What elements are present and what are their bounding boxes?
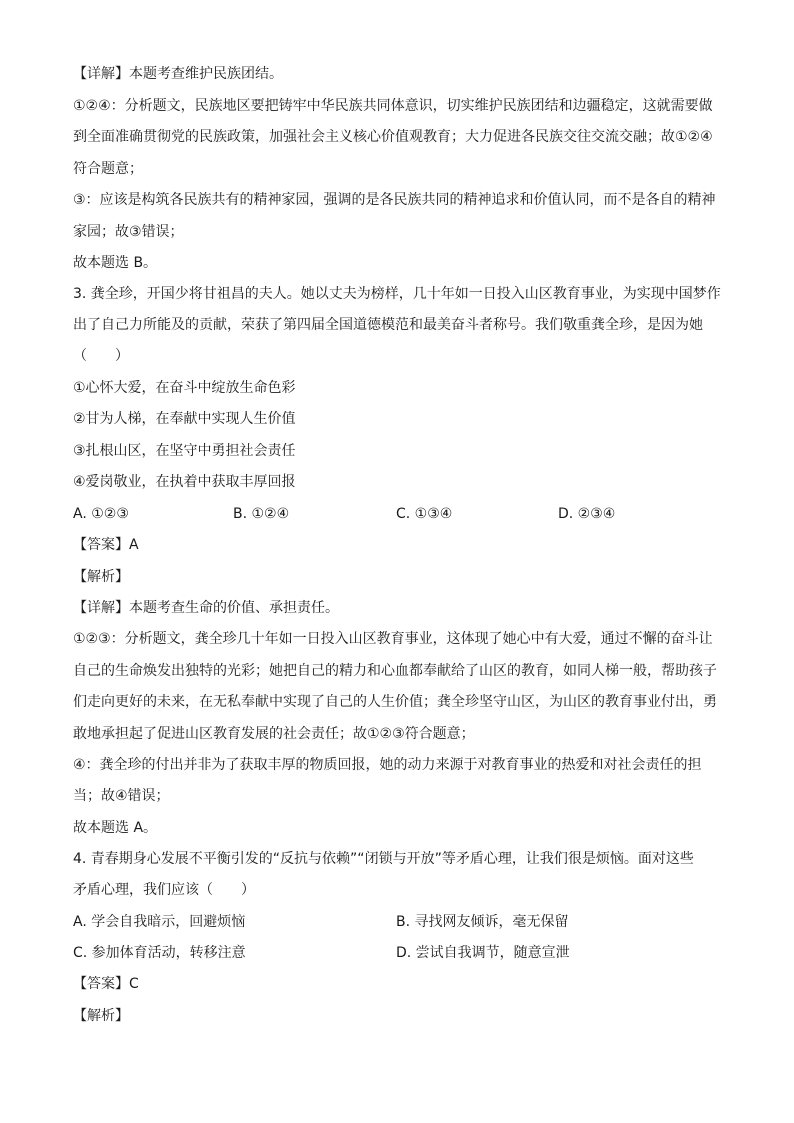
text-line: 出了自己力所能及的贡献，荣获了第四届全国道德模范和最美奋斗者称号。我们敬重龚全珍，是因为她 [73,317,703,333]
text-line: 当；故④错误； [73,788,170,804]
q4-option-a: A. 学会自我暗示，回避烦恼 [73,914,246,930]
text-line: 自己的生命焕发出独特的光彩；她把自己的精力和心血都奉献给了山区的教育，如同人梯一般，帮助孩子 [73,663,717,679]
question-4-stem: 4. 青春期身心发展不平衡引发的“反抗与依赖”“闭锁与开放”等矛盾心理，让我们很是烦恼。面对这些 [73,851,694,867]
text-line: 【详解】本题考查维护民族团结。 [73,66,283,82]
q3-option-c: C. ①③④ [396,506,453,522]
answer-blank: （ ） [73,348,129,364]
text-line: 矛盾心理，我们应该（ ） [73,882,255,898]
text-line: ④：龚全珍的付出并非为了获取丰厚的物质回报，她的动力来源于对教育事业的热爱和对社会责任的担 [73,757,702,773]
statement-3: ③扎根山区，在坚守中勇担社会责任 [73,443,296,459]
text-line: 故本题选 B。 [73,255,158,271]
answer-line: 【答案】C [73,976,139,992]
q3-option-a: A. ①②③ [73,506,129,522]
text-line: 家园；故③错误； [73,224,184,240]
statement-4: ④爱岗敬业，在执着中获取丰厚回报 [73,474,296,490]
text-line: 到全面准确贯彻党的民族政策，加强社会主义核心价值观教育；大力促进各民族交往交流交融；故①②④ [73,129,713,145]
statement-2: ②甘为人梯，在奉献中实现人生价值 [73,411,296,427]
text-line: 敢地承担起了促进山区教育发展的社会责任；故①②③符合题意； [73,726,475,742]
q4-option-d: D. 尝试自我调节，随意宣泄 [396,945,570,961]
question-3-stem: 3. 龚全珍，开国少将甘祖昌的夫人。她以丈夫为榜样，几十年如一日投入山区教育事业，为实现中国梦作 [73,286,721,302]
answer-line: 【答案】A [73,537,139,553]
statement-1: ①心怀大爱，在奋斗中绽放生命色彩 [73,380,296,396]
text-line: 故本题选 A。 [73,820,158,836]
q3-option-b: B. ①②④ [233,506,290,522]
q4-option-b: B. 寻找网友倾诉，毫无保留 [396,914,569,930]
text-line: ①②④：分析题文，民族地区要把铸牢中华民族共同体意识，切实维护民族团结和边疆稳定，这就需要做 [73,98,713,114]
q4-option-c: C. 参加体育活动，转移注意 [73,945,246,961]
analysis-heading: 【解析】 [73,569,129,585]
analysis-heading: 【解析】 [73,1008,129,1024]
text-line: ③：应该是构筑各民族共有的精神家园，强调的是各民族共同的精神追求和价值认同，而不是各自的精神 [73,192,716,208]
text-line: 们走向更好的未来，在无私奉献中实现了自己的人生价值；龚全珍坚守山区，为山区的教育事业付出，勇 [73,694,717,710]
text-line: 【详解】本题考查生命的价值、承担责任。 [73,600,339,616]
text-line: ①②③：分析题文，龚全珍几十年如一日投入山区教育事业，这体现了她心中有大爱，通过不懈的奋斗让 [73,631,713,647]
q3-option-d: D. ②③④ [558,506,616,522]
text-line: 符合题意； [73,161,143,177]
